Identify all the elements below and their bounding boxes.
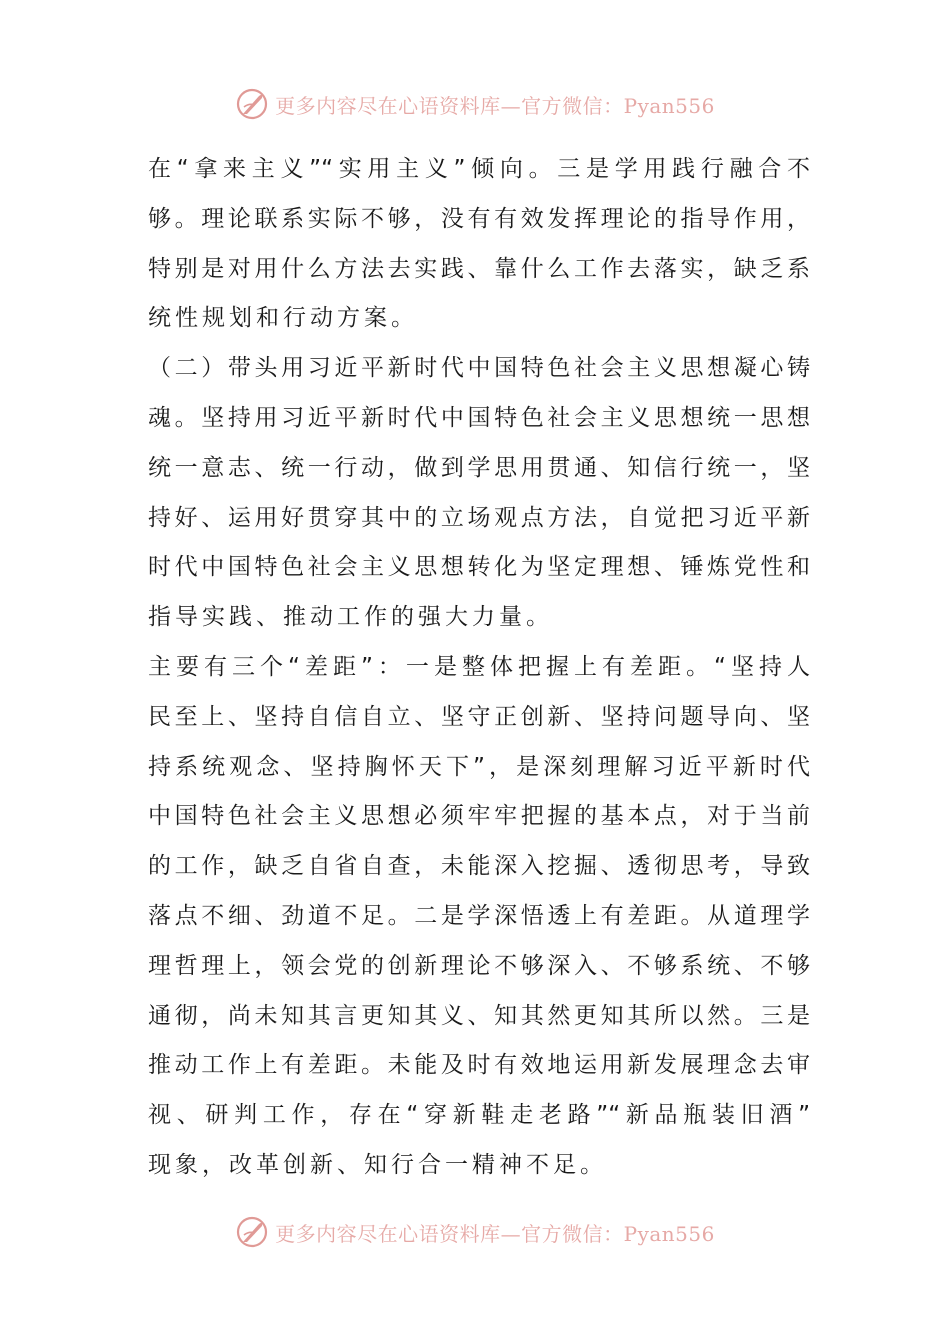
text-line: 中国特色社会主义思想必须牢牢把握的基本点，对于当前: [148, 803, 810, 830]
header-watermark: [0, 84, 950, 124]
watermark-text: 更多内容尽在心语资料库—官方微信：Pyan556: [275, 1221, 715, 1246]
text-line: 统一意志、统一行动，做到学思用贯通、知信行统一，坚: [148, 454, 810, 481]
text-line: 现象，改革创新、知行合一精神不足。: [148, 1151, 607, 1178]
text-line: 持好、运用好贯穿其中的立场观点方法，自觉把习近平新: [148, 504, 810, 531]
text-line: 的工作，缺乏自省自查，未能深入挖掘、透彻思考，导致: [148, 853, 810, 880]
text-line: 落点不细、劲道不足。二是学深悟透上有差距。从道理学: [148, 902, 810, 929]
text-line: 持系统观念、坚持胸怀天下”，是深刻理解习近平新时代: [148, 753, 810, 780]
quill-logo-icon: [235, 87, 269, 121]
footer-watermark: [0, 1212, 950, 1252]
quill-logo-icon: [235, 1215, 269, 1249]
text-line: 时代中国特色社会主义思想转化为坚定理想、锤炼党性和: [148, 554, 810, 581]
text-line: （二）带头用习近平新时代中国特色社会主义思想凝心铸: [148, 355, 810, 382]
document-body: [148, 145, 810, 1191]
text-line: 理哲理上，领会党的创新理论不够深入、不够系统、不够: [148, 952, 810, 979]
text-line: 特别是对用什么方法去实践、靠什么工作去落实，缺乏系: [148, 255, 810, 282]
text-line: 通彻，尚未知其言更知其义、知其然更知其所以然。三是: [148, 1002, 810, 1029]
text-line: 统性规划和行动方案。: [148, 305, 418, 332]
text-line: 民至上、坚持自信自立、坚守正创新、坚持问题导向、坚: [148, 703, 810, 730]
text-line: 指导实践、推动工作的强大力量。: [148, 604, 553, 631]
text-line: 魂。坚持用习近平新时代中国特色社会主义思想统一思想: [148, 404, 810, 431]
watermark-text: 更多内容尽在心语资料库—官方微信：Pyan556: [275, 93, 715, 118]
text-line: 在“拿来主义”“实用主义”倾向。三是学用践行融合不: [148, 156, 810, 182]
text-line: 够。理论联系实际不够，没有有效发挥理论的指导作用，: [148, 205, 810, 232]
text-line: 推动工作上有差距。未能及时有效地运用新发展理念去审: [148, 1052, 810, 1079]
text-line: 主要有三个“差距”：一是整体把握上有差距。“坚持人: [148, 653, 810, 680]
text-line: 视、研判工作，存在“穿新鞋走老路”“新品瓶装旧酒”: [148, 1102, 810, 1129]
